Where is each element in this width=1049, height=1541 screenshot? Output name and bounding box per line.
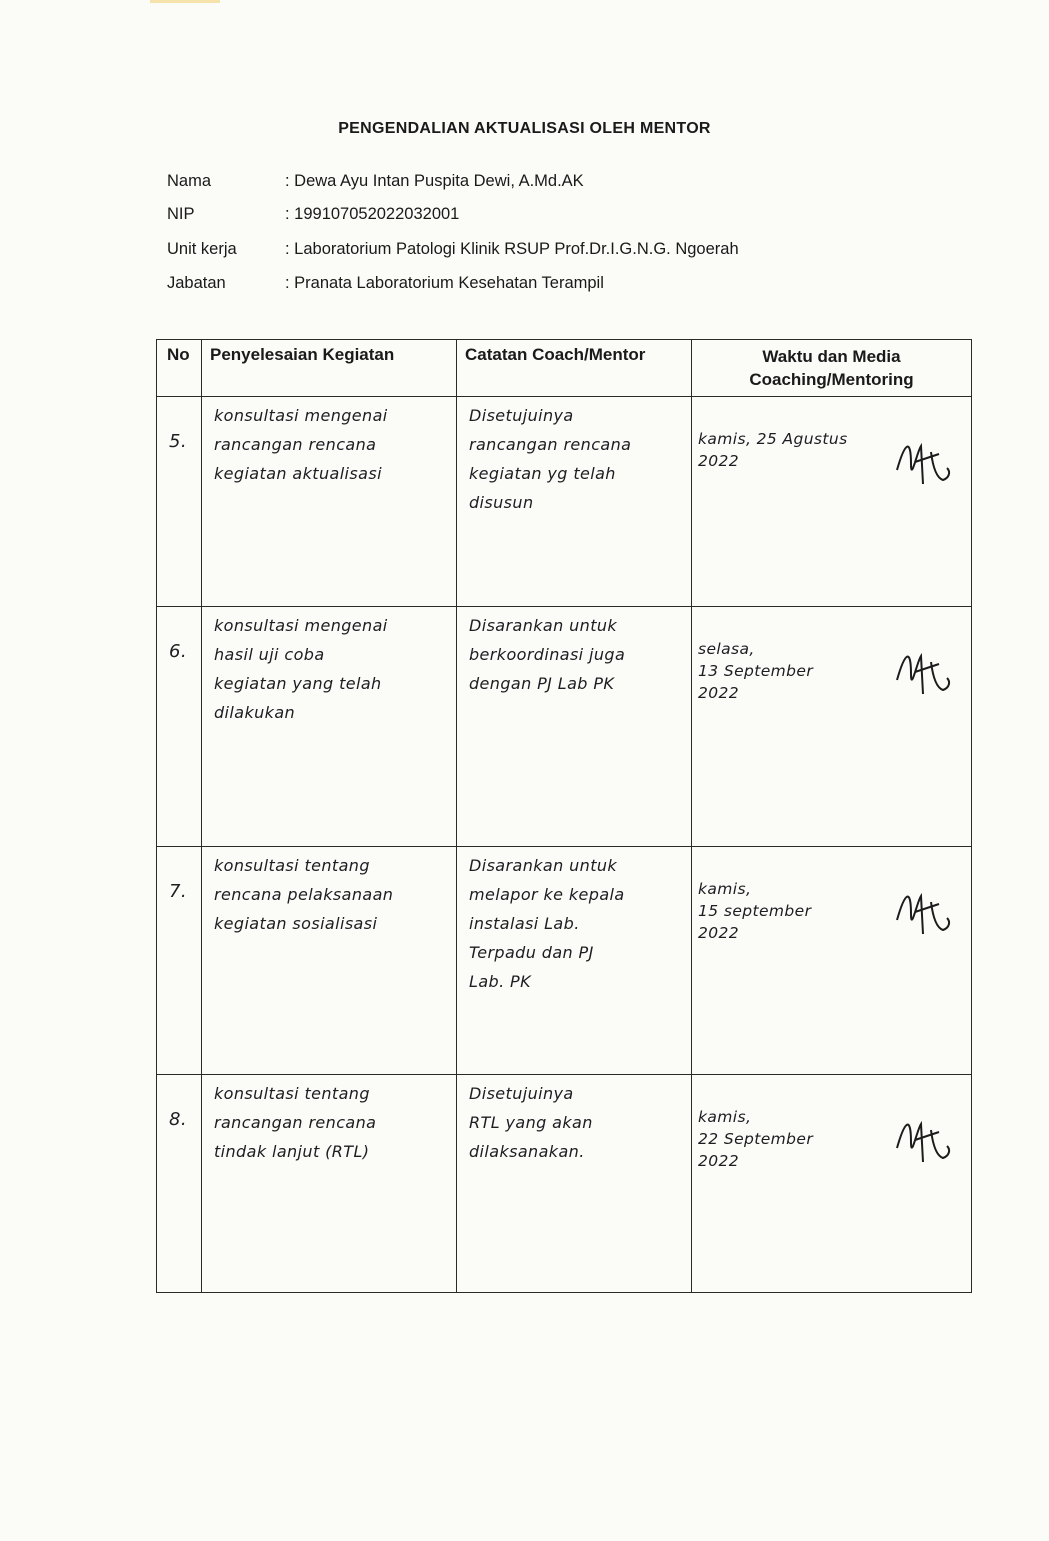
- row-waktu-text: kamis, 22 September 2022: [698, 1108, 814, 1170]
- table-row: [157, 1075, 972, 1293]
- mentor-signature-icon: [887, 853, 957, 913]
- mentoring-table: [156, 339, 972, 1293]
- header-kegiatan: Penyelesaian Kegiatan: [202, 340, 457, 397]
- header-no: No: [157, 340, 202, 397]
- mentor-signature-icon: [887, 613, 957, 673]
- table-header-row: [157, 340, 972, 397]
- header-catatan: Catatan Coach/Mentor: [457, 340, 692, 397]
- info-label-jabatan: Jabatan: [167, 274, 226, 292]
- row-kegiatan: konsultasi tentang rancangan rencana tindak lanjut (RTL): [202, 1075, 457, 1293]
- table-row: [157, 397, 972, 607]
- header-waktu: [692, 340, 972, 397]
- row-catatan: Disetujuinya rancangan rencana kegiatan yg telah disusun: [457, 397, 692, 607]
- mentor-signature-icon: [887, 403, 957, 463]
- row-number: 7.: [157, 847, 202, 1075]
- row-kegiatan: konsultasi tentang rencana pelaksanaan kegiatan sosialisasi: [202, 847, 457, 1075]
- table-row: [157, 847, 972, 1075]
- info-value-jabatan: : Pranata Laboratorium Kesehatan Terampil: [285, 274, 604, 292]
- scan-edge-mark: [150, 0, 220, 3]
- row-waktu: [692, 397, 972, 607]
- row-kegiatan: konsultasi mengenai hasil uji coba kegiatan yang telah dilakukan: [202, 607, 457, 847]
- info-label-nip: NIP: [167, 205, 195, 223]
- document-title: PENGENDALIAN AKTUALISASI OLEH MENTOR: [338, 120, 711, 137]
- info-label-nama: Nama: [167, 172, 212, 190]
- mentor-signature-icon: [887, 1081, 957, 1141]
- row-waktu: [692, 1075, 972, 1293]
- row-number: 8.: [157, 1075, 202, 1293]
- header-waktu-line2: Coaching/Mentoring: [749, 370, 914, 389]
- row-number: 5.: [157, 397, 202, 607]
- info-value-unit-kerja: : Laboratorium Patologi Klinik RSUP Prof.Dr.I.G.N.G. Ngoerah: [285, 240, 739, 258]
- row-waktu: [692, 607, 972, 847]
- row-waktu-text: selasa, 13 September 2022: [698, 640, 814, 702]
- row-waktu: [692, 847, 972, 1075]
- table-row: [157, 607, 972, 847]
- header-waktu-line1: Waktu dan Media: [762, 347, 901, 366]
- info-label-unit-kerja: Unit kerja: [167, 240, 237, 258]
- row-catatan: Disetujuinya RTL yang akan dilaksanakan.: [457, 1075, 692, 1293]
- row-waktu-text: kamis, 15 september 2022: [698, 880, 812, 942]
- row-kegiatan: konsultasi mengenai rancangan rencana kegiatan aktualisasi: [202, 397, 457, 607]
- row-waktu-text: kamis, 25 Agustus 2022: [698, 430, 848, 470]
- row-catatan: Disarankan untuk berkoordinasi juga dengan PJ Lab PK: [457, 607, 692, 847]
- info-value-nip: : 199107052022032001: [285, 205, 460, 223]
- row-catatan: Disarankan untuk melapor ke kepala instalasi Lab. Terpadu dan PJ Lab. PK: [457, 847, 692, 1075]
- info-value-nama: : Dewa Ayu Intan Puspita Dewi, A.Md.AK: [285, 172, 584, 190]
- row-number: 6.: [157, 607, 202, 847]
